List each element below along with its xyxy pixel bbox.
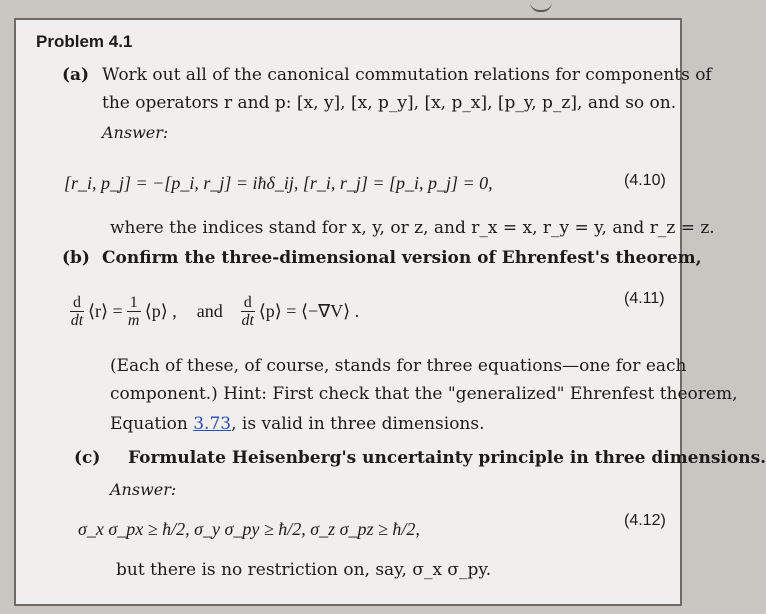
expectation-gradient-v: ⟨p⟩ = ⟨−∇V⟩ . [258, 301, 360, 321]
part-b-paragraph-line2: component.) Hint: First check that the "generalized" Ehrenfest theorem, [110, 384, 738, 404]
and-word: and [196, 301, 223, 321]
fraction-denominator: dt [241, 311, 254, 329]
part-a-label: (a) [62, 65, 90, 85]
fraction-numerator: d [70, 294, 84, 312]
page-edge-mark [530, 0, 552, 12]
expectation-p: ⟨p⟩ , [144, 301, 177, 321]
part-b-label: (b) [62, 248, 90, 268]
equation-4-12: σ_x σ_px ≥ ħ/2, σ_y σ_py ≥ ħ/2, σ_z σ_pz ≥ ħ/2, [78, 519, 420, 539]
part-a-text-line1: Work out all of the canonical commutation relations for components of [102, 65, 712, 85]
expectation-r: ⟨r⟩ = [88, 301, 123, 321]
one-over-m-fraction [127, 294, 141, 329]
part-c-label: (c) [74, 448, 101, 468]
fraction-denominator: m [127, 311, 140, 329]
problem-title: Problem 4.1 [36, 32, 133, 51]
part-c-note: but there is no restriction on, say, σ_x σ_py. [116, 560, 492, 580]
part-a-note: where the indices stand for x, y, or z, and r_x = x, r_y = y, and r_z = z. [110, 218, 715, 238]
fraction-numerator: d [241, 294, 255, 312]
part-b-paragraph-line1: (Each of these, of course, stands for three equations—one for each [110, 356, 687, 376]
part-c-answer-label: Answer: [110, 480, 177, 499]
part-b-paragraph-line3 [110, 414, 485, 434]
textbook-page [14, 18, 766, 606]
equation-3-73-link[interactable]: 3.73 [193, 414, 232, 434]
equation-number-4-12: (4.12) [624, 512, 666, 529]
d-dt-fraction-2 [241, 294, 255, 329]
d-dt-fraction-1 [70, 294, 84, 329]
equation-4-11 [66, 288, 359, 334]
equation-4-10: [r_i, p_j] = −[p_i, r_j] = iħδ_ij, [r_i, r_j] = [p_i, p_j] = 0, [64, 173, 493, 193]
equation-number-4-11: (4.11) [624, 290, 665, 307]
part-c-text: Formulate Heisenberg's uncertainty principle in three dimensions. [128, 448, 766, 468]
equation-reference-prefix: Equation [110, 414, 188, 434]
part-a-text-line2: the operators r and p: [x, y], [x, p_y], [x, p_x], [p_y, p_z], and so on. [102, 93, 677, 113]
equation-number-4-10: (4.10) [624, 172, 666, 189]
part-a-answer-label: Answer: [102, 123, 169, 142]
fraction-denominator: dt [70, 311, 84, 329]
equation-reference-suffix: , is valid in three dimensions. [231, 414, 485, 434]
part-b-text: Confirm the three-dimensional version of Ehrenfest's theorem, [102, 248, 702, 268]
fraction-numerator: 1 [127, 294, 141, 312]
